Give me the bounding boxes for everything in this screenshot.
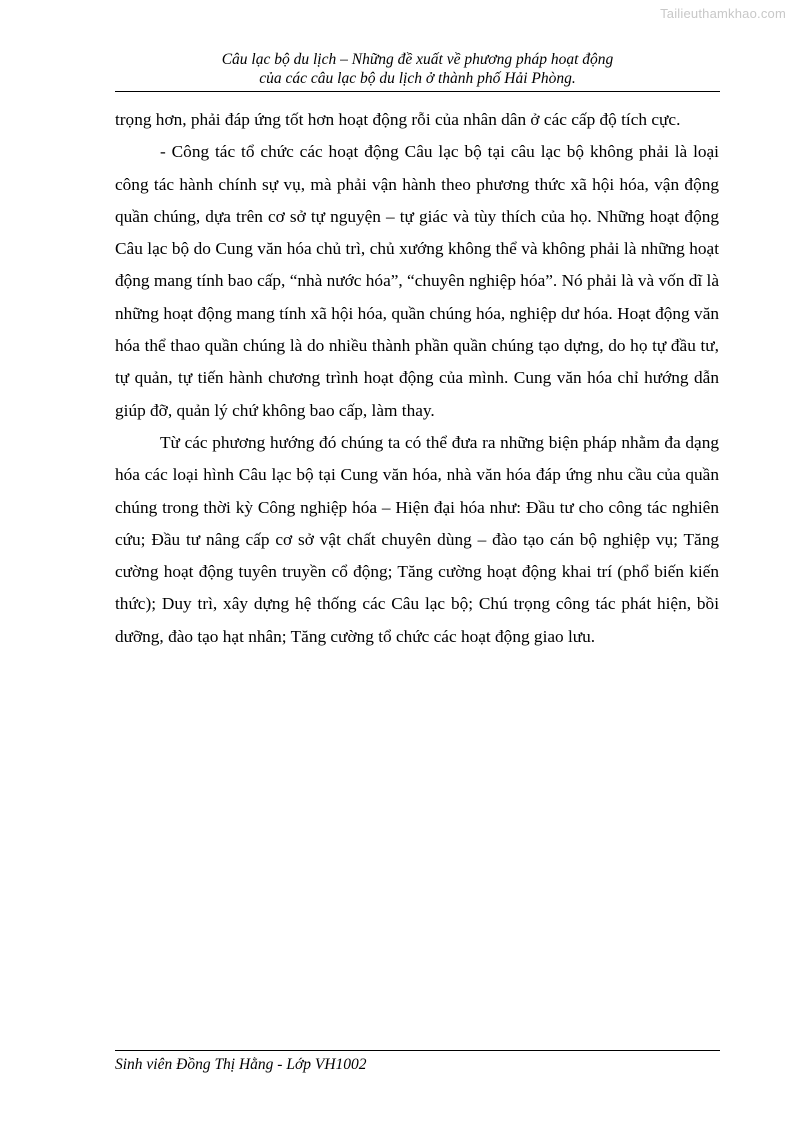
page-body [115,104,719,653]
header-line-2: của các câu lạc bộ du lịch ở thành phố Hải Phòng. [259,70,576,87]
body-paragraph-1: trọng hơn, phải đáp ứng tốt hơn hoạt động rỗi của nhân dân ở các cấp độ tích cực. [115,110,681,129]
body-paragraph-2: - Công tác tổ chức các hoạt động Câu lạc bộ tại câu lạc bộ không phải là loại công tác hành chính sự vụ, mà phải vận hành theo phương thức xã hội hóa, vận động quần chúng, dựa trên cơ sở tự nguyện – tự giác và tùy thích của họ. Những hoạt động Câu lạc bộ do Cung văn hóa chủ trì, chủ xướng không thể và không phải là những hoạt động mang tính bao cấp, “nhà nước hóa”, “chuyên nghiệp hóa”. Nó phải là và vốn dĩ là những hoạt động mang tính xã hội hóa, quần chúng hóa, nghiệp dư hóa. Hoạt động văn hóa thể thao quần chúng là do nhiều thành phần quần chúng tạo dựng, do họ tự đầu tư, tự quản, tự tiến hành chương trình hoạt động của mình. Cung văn hóa chỉ hướng dẫn giúp đỡ, quản lý chứ không bao cấp, làm thay. [115,142,719,420]
running-header [115,50,720,88]
body-paragraph-3: Từ các phương hướng đó chúng ta có thể đưa ra những biện pháp nhằm đa dạng hóa các loại hình Câu lạc bộ tại Cung văn hóa, nhà văn hóa đáp ứng nhu cầu của quần chúng trong thời kỳ Công nghiệp hóa – Hiện đại hóa như: Đầu tư cho công tác nghiên cứu; Đầu tư nâng cấp cơ sở vật chất chuyên dùng – đào tạo cán bộ nghiệp vụ; Tăng cường hoạt động tuyên truyền cổ động; Tăng cường hoạt động khai trí (phổ biến kiến thức); Duy trì, xây dựng hệ thống các Câu lạc bộ; Chú trọng công tác phát hiện, bồi dưỡng, đào tạo hạt nhân; Tăng cường tổ chức các hoạt động giao lưu. [115,432,719,646]
header-line-1: Câu lạc bộ du lịch – Những đề xuất về phương pháp hoạt động [221,51,614,68]
header-divider [115,91,720,92]
footer-divider [115,1050,720,1051]
watermark-text: Tailieuthamkhao.com [660,6,786,21]
running-footer: Sinh viên Đồng Thị Hằng - Lớp VH1002 [115,1056,367,1073]
